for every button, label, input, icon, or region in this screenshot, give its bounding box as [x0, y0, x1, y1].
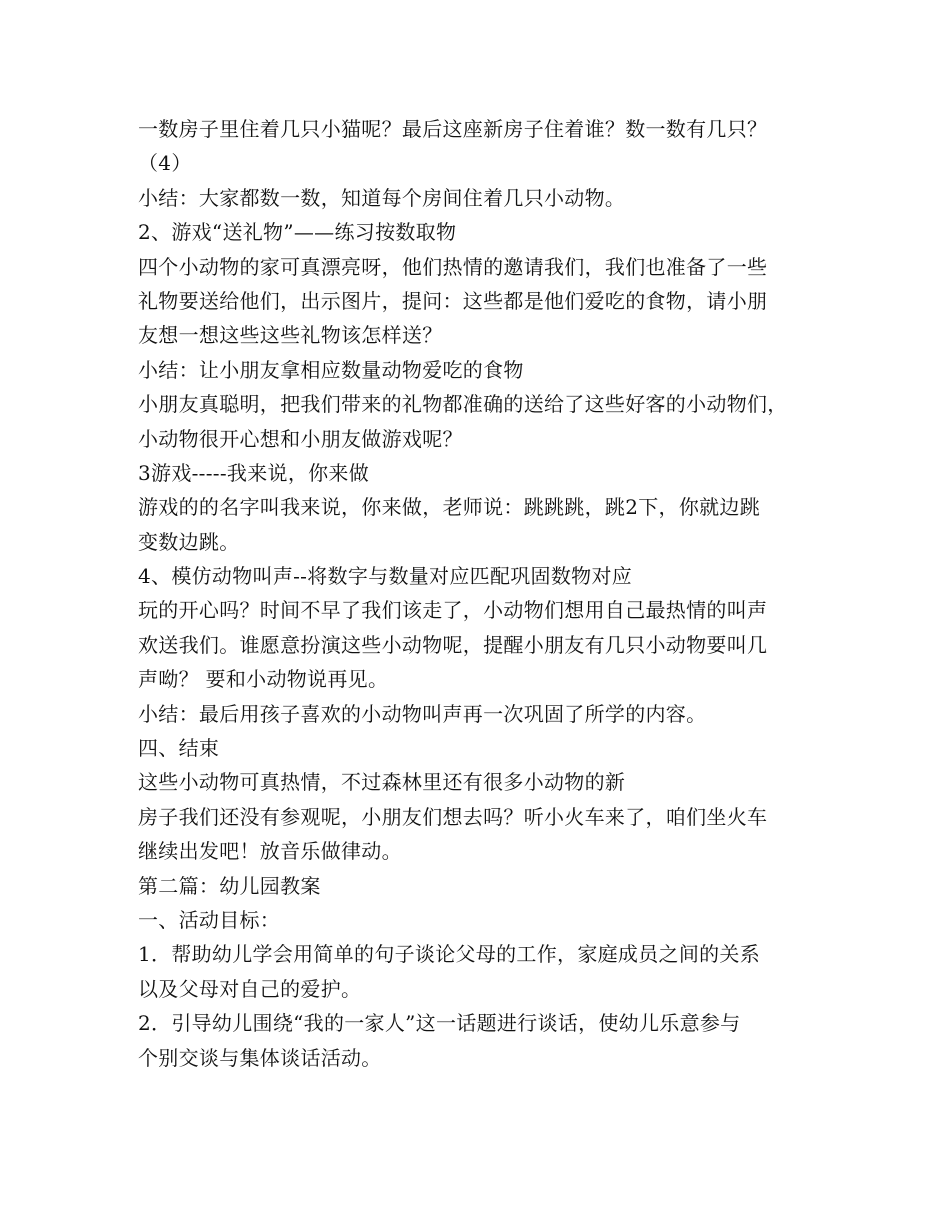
text-line: 友想一想这些这些礼物该怎样送？ [138, 323, 443, 348]
chapter-heading: 第二篇：幼儿园教案 [138, 873, 321, 898]
text-line: 以及父母对自己的爱护。 [138, 976, 362, 1001]
section-heading: 2、游戏“送礼物”——练习按数取物 [138, 220, 457, 245]
section-heading: 一、活动目标： [138, 907, 281, 932]
section-heading: 四、结束 [138, 736, 220, 761]
text-line: 一数房子里住着几只小猫呢？最后这座新房子住着谁？数一数有几只？ [138, 117, 768, 141]
text-line: 变数边跳。 [138, 529, 240, 554]
text-line: 继续出发吧！放音乐做律动。 [138, 839, 402, 864]
text-line: 这些小动物可真热情，不过森林里还有很多小动物的新 [138, 770, 626, 795]
summary-line: 小结：让小朋友拿相应数量动物爱吃的食物 [138, 357, 524, 382]
list-item: 1．帮助幼儿学会用简单的句子谈论父母的工作，家庭成员之间的关系 [138, 942, 761, 967]
text-line: （4） [138, 151, 192, 176]
text-line: 小动物很开心想和小朋友做游戏呢？ [138, 426, 463, 451]
summary-line: 小结：最后用孩子喜欢的小动物叫声再一次巩固了所学的内容。 [138, 701, 707, 726]
summary-line: 小结：大家都数一数，知道每个房间住着几只小动物。 [138, 185, 626, 210]
text-line: 房子我们还没有参观呢，小朋友们想去吗？听小火车来了，咱们坐火车 [138, 804, 768, 829]
text-line: 玩的开心吗？时间不早了我们该走了，小动物们想用自己最热情的叫声 [138, 598, 768, 623]
text-line: 游戏的的名字叫我来说，你来做，老师说：跳跳跳，跳2下，你就边跳 [138, 495, 761, 520]
section-heading: 3游戏-----我来说，你来做 [138, 460, 370, 485]
text-line: 欢送我们。谁愿意扮演这些小动物呢，提醒小朋友有几只小动物要叫几 [138, 632, 768, 657]
document-body [138, 112, 828, 1075]
text-line: 小朋友真聪明，把我们带来的礼物都准确的送给了这些好客的小动物们， [138, 392, 788, 417]
text-line: 四个小动物的家可真漂亮呀，他们热情的邀请我们，我们也准备了一些 [138, 254, 768, 279]
list-item: 2．引导幼儿围绕“我的一家人”这一话题进行谈话，使幼儿乐意参与 [138, 1011, 741, 1036]
text-line: 个别交谈与集体谈话活动。 [138, 1045, 382, 1070]
section-heading: 4、模仿动物叫声--将数字与数量对应匹配巩固数物对应 [138, 564, 633, 589]
text-line: 声呦？ 要和小动物说再见。 [138, 667, 389, 692]
text-line: 礼物要送给他们，出示图片，提问：这些都是他们爱吃的食物，请小朋 [138, 288, 768, 313]
